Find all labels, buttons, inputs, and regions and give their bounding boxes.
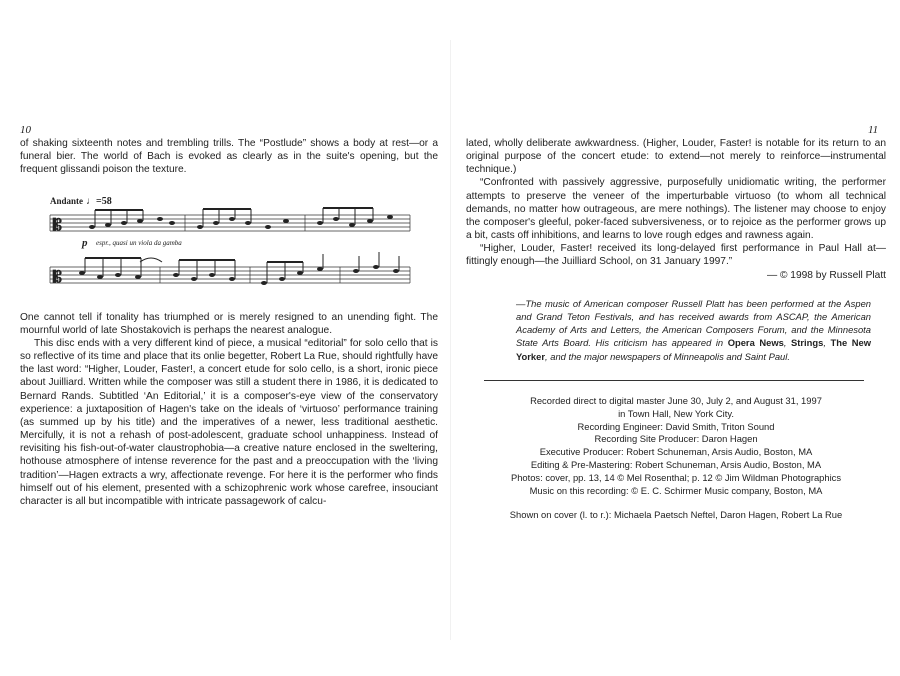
left-paragraph-2: One cannot tell if tonality has triumphed or is merely resigned to an unending fight. The mournful world of late Shostakovich is perhaps the nearest analogue. bbox=[20, 311, 438, 336]
score-metronome: ♩=58 bbox=[86, 196, 112, 208]
staff-1-stems-beams bbox=[95, 208, 373, 227]
essay-signature: — © 1998 by Russell Platt bbox=[766, 269, 886, 281]
left-page bbox=[20, 137, 438, 508]
staff-1 bbox=[50, 215, 410, 231]
music-score-excerpt bbox=[20, 182, 438, 306]
bio-publication-2: Strings bbox=[791, 337, 824, 349]
section-divider bbox=[484, 380, 864, 381]
bio-publication-1: Opera News bbox=[727, 337, 784, 349]
right-page bbox=[466, 137, 886, 521]
right-paragraph-3: “Higher, Louder, Faster! received its long-delayed first performance in Paul Hall at—fittingly enough—the Juilliard School, on 31 January 1997.” bbox=[466, 243, 886, 268]
recording-credits bbox=[466, 395, 886, 498]
left-paragraph-3: This disc ends with a very different kind of piece, a musical “editorial” for solo cello that is so reflective of its time and place that its onlie begetter, Robert La Rue, should rightfully have the last word: “Higher, Louder, Faster!, a concert etude for solo cello, is a short, ironic piece about Juilliard. Written while the composer was still a student there in 1986, it is dedicated to Bernard Rands. Subtitled ‘An Editorial,’ it is a composer's-eye view of the conservatory experience: a juxtaposition of Hagen's take on the ideals of ‘virtuoso’ performance training (as summed up by his title) and the imperatives of a newer, less traditional aesthetic. Mercifully, it is not a rehash of post-adolescent, graduate school unhappiness. Instead of revisiting his fish-out-of-water claustrophobia—a creative nature enclosed in the sweltering, hothouse atmosphere of intense reverence for the past and a preoccupation with the ‘living tradition’—Hagen extracts a wry, affectionate revenge. For here it is the performer who finds himself out of his element, presented with a schizophrenic work whose carefree, insouciant character is all but incompatible with intricate passagework of calcu- bbox=[20, 337, 438, 507]
cover-credit: Shown on cover (l. to r.): Michaela Paetsch Neftel, Daron Hagen, Robert La Rue bbox=[509, 508, 843, 520]
bio-text-2: , and the major newspapers of Minneapolis and Saint Paul. bbox=[545, 350, 790, 362]
staff-2-stems-beams bbox=[85, 252, 399, 283]
credit-line: Music on this recording: © E. C. Schirmer Music company, Boston, MA bbox=[529, 485, 823, 497]
bio-publication-3: The New Yorker bbox=[516, 337, 871, 362]
credit-line: Executive Producer: Robert Schuneman, Arsis Audio, Boston, MA bbox=[539, 446, 813, 458]
left-page-number: 10 bbox=[20, 124, 31, 136]
credit-line: Photos: cover, pp. 13, 14 © Mel Rosenthal; p. 12 © Jim Wildman Photographics bbox=[510, 472, 842, 484]
tenor-clef-glyph: 𝄡 bbox=[53, 215, 62, 235]
credit-line: Editing & Pre-Mastering: Robert Schuneman, Arsis Audio, Boston, MA bbox=[530, 459, 822, 471]
left-paragraph-1: of shaking sixteenth notes and trembling trills. The “Postlude” shows a body at rest—or a funeral bier. The world of Bach is evoked as clearly as in the suite's opening, but the frequent glissandi poison the texture. bbox=[20, 138, 438, 176]
bio-text-1: —The music of American composer Russell Platt has been performed at the Aspen and Grand Teton Festivals, and has received awards from ASCAP, the American Academy of Arts and Letters, the American Composers Forum, and the Minnesota State Arts Board. His criticism has appeared in bbox=[516, 297, 871, 349]
page-gutter bbox=[450, 40, 451, 640]
right-paragraph-2: “Confronted with passively aggressive, purposefully unidiomatic writing, the performer attempts to preserve the veneer of the imperturbable virtuoso (to whom all technical demands, no matter how outrageous, are mere nothings). The listener may choose to enjoy the composer's gleeful, poker-faced subversiveness, or to rejoice as the performer grows up a bit, casts off inhibitions, and learns to love rough edges and rawness again. bbox=[466, 177, 886, 242]
score-dynamic: p bbox=[82, 237, 88, 250]
right-page-number: 11 bbox=[868, 124, 879, 136]
music-notation-figure bbox=[20, 182, 420, 302]
credit-line: in Town Hall, New York City. bbox=[618, 407, 734, 419]
tenor-clef-glyph-2: 𝄡 bbox=[53, 267, 62, 287]
credit-line: Recording Engineer: David Smith, Triton Sound bbox=[577, 420, 775, 432]
credit-line: Recorded direct to digital master June 30, July 2, and August 31, 1997 bbox=[530, 394, 822, 406]
author-bio bbox=[516, 297, 871, 363]
credit-line: Recording Site Producer: Daron Hagen bbox=[594, 433, 758, 445]
score-expression: espr., quasi un viola da gamba bbox=[96, 239, 182, 248]
score-tempo: Andante bbox=[50, 196, 84, 207]
bio-sep-2: , bbox=[823, 337, 826, 349]
bio-sep-1: , bbox=[783, 337, 787, 349]
right-paragraph-1: lated, wholly deliberate awkwardness. (Higher, Louder, Faster! is notable for its return to an original purpose of the concert etude: to extend—not merely to reinforce—instrumental technique.) bbox=[466, 138, 886, 176]
